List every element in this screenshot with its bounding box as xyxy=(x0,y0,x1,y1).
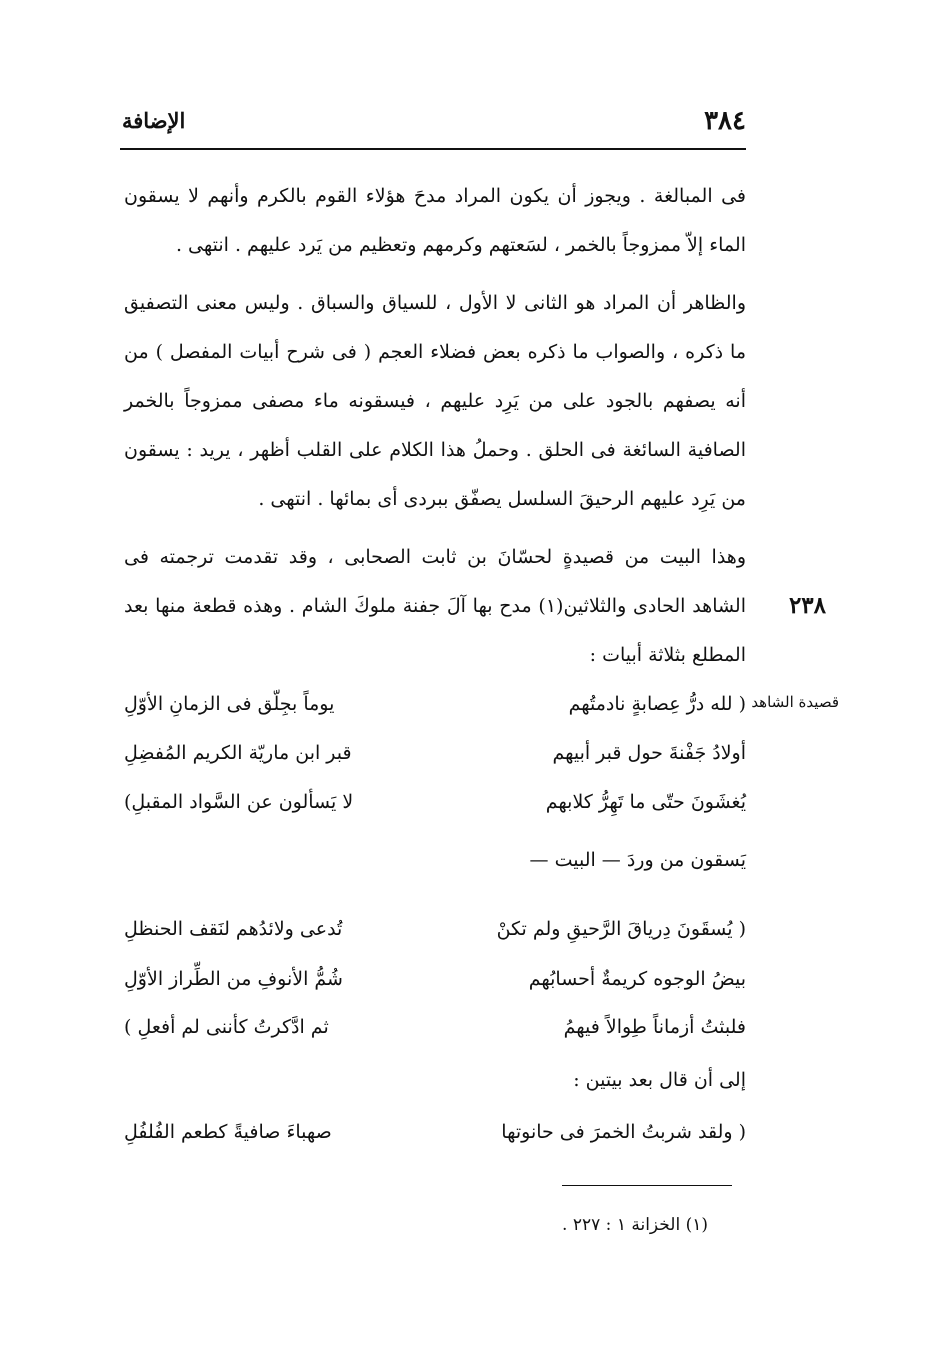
paragraph-3 xyxy=(124,533,746,680)
paragraph-text: فى المبالغة . ويجوز أن يكون المراد مدحَ هؤلاء القوم بالكرم وأنهم لا يسقون الماء إلاّ ممزوجاً بالخمر ، لسَعتهم وكرمهم وتعظيم من يَرد عليهم . انتهى . xyxy=(124,185,746,256)
verse-second-hemistich: شُمُّ الأنوفِ من الطِّراز الأوّلِ xyxy=(124,968,343,990)
transition-line: إلى أن قال بعد بيتين : xyxy=(573,1069,746,1091)
poem-label: قصيدة الشاهد xyxy=(751,693,839,711)
page-number: ٣٨٤ xyxy=(704,106,746,136)
verse-line xyxy=(124,907,746,951)
verse-line xyxy=(124,780,746,824)
verse-second-hemistich: قبر ابن ماريّة الكريم المُفضِلِ xyxy=(124,742,352,764)
paragraph-1 xyxy=(124,172,746,270)
paragraph-text: وهذا البيت من قصيدةٍ لحسّانَ بن ثابت الصحابى ، وقد تقدمت ترجمته فى الشاهد الحادى والثلاثين(١) مدح بها آلَ جفنة ملوكَ الشام . وهذه قطعة منها بعد المطلع بثلاثة أبيات : xyxy=(124,546,747,666)
ellipsis-line: يَسقون من وردَ — البيت — xyxy=(529,849,746,871)
verse-first-hemistich: فلبثتُ أزماناً طِوالاً فيهمُ xyxy=(563,1016,746,1038)
verse-line xyxy=(124,1005,746,1049)
verse-line xyxy=(124,1110,746,1154)
verse-first-hemistich: يُغشَونَ حتّى ما تَهِرُّ كلابهم xyxy=(545,791,746,813)
verse-line xyxy=(124,957,746,1001)
page-header xyxy=(122,106,746,146)
footnote: (١) الخزانة ١ : ٢٢٧ . xyxy=(562,1215,708,1235)
running-title: الإضافة xyxy=(122,108,186,133)
verse-first-hemistich: ( لله درُّ عِصابةٍ نادمتُهم xyxy=(568,693,746,715)
verse-second-hemistich: تُدعى ولائدُهم لنَقف الحنظلِ xyxy=(124,918,343,940)
verse-first-hemistich: ( ولقد شربتُ الخمرَ فى حانوتها xyxy=(501,1121,746,1143)
verse-first-hemistich: أولادُ جَفْنةَ حول قبر أبيهم xyxy=(552,742,746,764)
verse-second-hemistich: ثم ادَّكرتُ كأننى لم أفعلِ ) xyxy=(124,1016,329,1038)
verse-second-hemistich: لا يَسألون عن السَّواد المقبلِ) xyxy=(124,791,354,813)
shahid-number: ٢٣٨ xyxy=(788,592,826,619)
verse-second-hemistich: يوماً بجِلّق فى الزمانِ الأوّلِ xyxy=(124,693,335,715)
paragraph-text: والظاهر أن المراد هو الثانى لا الأول ، للسياق والسباق . وليس معنى التصفيق ما ذكره ، والصواب ما ذكره بعض فضلاء العجم ( فى شرح أبيات المفصل ) من أنه يصفهم بالجود على من يَرِد عليهم ، فيسقونه ماء مصفى ممزوجاً بالخمر الصافية السائغة فى الحلق . وحملُ هذا الكلام على القلب أظهر ، يريد : يسقون من يَرِد عليهم الرحيقَ السلسل يصفّق ببردى أى بمائها . انتهى . xyxy=(124,292,746,510)
footnote-rule xyxy=(562,1185,732,1186)
paragraph-2 xyxy=(124,279,746,524)
verse-line xyxy=(124,731,746,775)
verse-first-hemistich: بيضُ الوجوه كريمةٌ أحسابُهم xyxy=(528,968,746,990)
verse-line xyxy=(124,682,746,726)
verse-second-hemistich: صهباءَ صافيةً كطعم الفُلفُلِ xyxy=(124,1121,332,1143)
verse-first-hemistich: ( يُسقَونَ دِرياقَ الرَّحيقِ ولم تكنْ xyxy=(496,918,746,940)
header-rule xyxy=(120,148,746,150)
